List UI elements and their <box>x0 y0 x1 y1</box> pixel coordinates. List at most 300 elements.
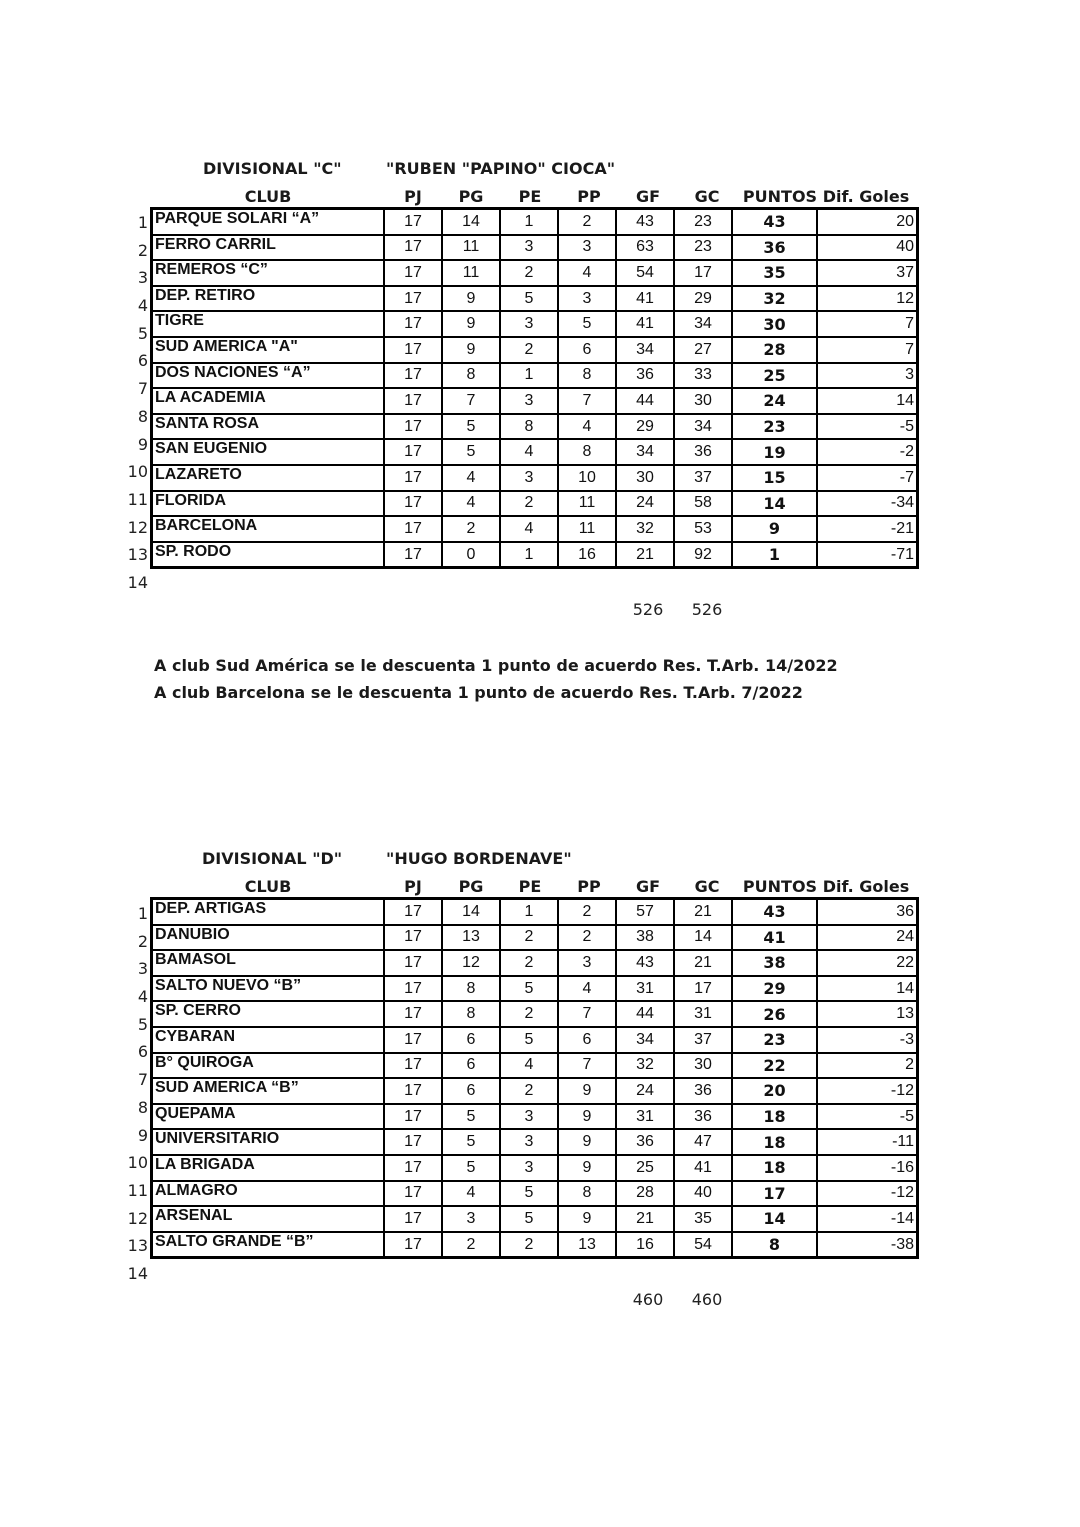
cell-puntos: 41 <box>732 925 817 951</box>
cell-pj: 17 <box>384 465 442 491</box>
cell-gf: 43 <box>616 950 674 976</box>
club-name: SUD AMERICA “B” <box>152 1078 385 1104</box>
cell-pe: 4 <box>500 1053 558 1079</box>
rank: 3 <box>137 268 148 288</box>
cell-gc: 37 <box>674 465 732 491</box>
cell-pp: 2 <box>558 925 616 951</box>
club-name: SUD AMERICA "A" <box>152 337 385 363</box>
cell-puntos: 29 <box>732 976 817 1002</box>
cell-dif-goles: -34 <box>817 491 918 517</box>
club-name: SANTA ROSA <box>152 414 385 440</box>
col-header-puntos: PUNTOS <box>742 877 818 896</box>
table-row <box>152 1053 918 1079</box>
table-row <box>152 491 918 517</box>
col-header-dif-goles: Dif. Goles <box>822 187 910 206</box>
division-c-ranks <box>118 206 148 594</box>
cell-pj: 17 <box>384 1181 442 1207</box>
col-header-puntos: PUNTOS <box>742 187 818 206</box>
cell-gc: 47 <box>674 1129 732 1155</box>
penalty-note-barcelona: A club Barcelona se le descuenta 1 punto de acuerdo Res. T.Arb. 7/2022 <box>154 683 803 702</box>
cell-pg: 7 <box>442 388 500 414</box>
cell-pe: 5 <box>500 1181 558 1207</box>
cell-pj: 17 <box>384 976 442 1002</box>
cell-gf: 63 <box>616 235 674 261</box>
cell-gc: 53 <box>674 516 732 542</box>
table-row <box>152 925 918 951</box>
cell-pj: 17 <box>384 337 442 363</box>
cell-gf: 29 <box>616 414 674 440</box>
cell-dif-goles: 14 <box>817 976 918 1002</box>
cell-pg: 8 <box>442 1001 500 1027</box>
col-header-club: CLUB <box>244 187 292 206</box>
cell-pg: 2 <box>442 516 500 542</box>
cell-pp: 8 <box>558 439 616 465</box>
cell-pp: 13 <box>558 1232 616 1258</box>
table-row <box>152 260 918 286</box>
cell-pe: 3 <box>500 235 558 261</box>
cell-gc: 92 <box>674 542 732 568</box>
col-header-club: CLUB <box>244 877 292 896</box>
cell-gc: 17 <box>674 976 732 1002</box>
cell-dif-goles: 24 <box>817 925 918 951</box>
col-header-pp: PP <box>577 187 601 206</box>
cell-pj: 17 <box>384 235 442 261</box>
cell-pg: 3 <box>442 1206 500 1232</box>
rank: 4 <box>137 987 148 1007</box>
cell-pe: 3 <box>500 388 558 414</box>
rank: 8 <box>137 406 148 426</box>
club-name: SAN EUGENIO <box>152 439 385 465</box>
cell-pg: 8 <box>442 363 500 389</box>
club-name: PARQUE SOLARI “A” <box>152 209 385 235</box>
cell-pp: 6 <box>558 1027 616 1053</box>
col-header-pp: PP <box>577 877 601 896</box>
cell-pg: 2 <box>442 1232 500 1258</box>
cell-pj: 17 <box>384 1078 442 1104</box>
cell-pp: 7 <box>558 1001 616 1027</box>
rank: 13 <box>127 545 148 565</box>
cell-dif-goles: -2 <box>817 439 918 465</box>
cell-puntos: 18 <box>732 1129 817 1155</box>
cell-puntos: 32 <box>732 286 817 312</box>
rank: 4 <box>137 296 148 316</box>
cell-pe: 1 <box>500 542 558 568</box>
cell-gc: 33 <box>674 363 732 389</box>
cell-gc: 31 <box>674 1001 732 1027</box>
cell-pj: 17 <box>384 516 442 542</box>
club-name: DOS NACIONES “A” <box>152 363 385 389</box>
cell-gc: 36 <box>674 439 732 465</box>
club-name: B° QUIROGA <box>152 1053 385 1079</box>
cell-gc: 29 <box>674 286 732 312</box>
cell-dif-goles: 12 <box>817 286 918 312</box>
cell-dif-goles: -38 <box>817 1232 918 1258</box>
rank: 8 <box>137 1097 148 1117</box>
cell-gf: 31 <box>616 976 674 1002</box>
cell-pj: 17 <box>384 363 442 389</box>
cell-pg: 6 <box>442 1078 500 1104</box>
rank: 10 <box>127 462 148 482</box>
cell-pp: 8 <box>558 363 616 389</box>
cell-pj: 17 <box>384 491 442 517</box>
total-gc: 526 <box>691 600 723 619</box>
cell-pp: 3 <box>558 950 616 976</box>
cell-pp: 16 <box>558 542 616 568</box>
cell-dif-goles: 3 <box>817 363 918 389</box>
cell-dif-goles: 7 <box>817 311 918 337</box>
cell-pe: 5 <box>500 1206 558 1232</box>
cell-dif-goles: -5 <box>817 414 918 440</box>
cell-dif-goles: 40 <box>817 235 918 261</box>
cell-pj: 17 <box>384 414 442 440</box>
cell-pj: 17 <box>384 1206 442 1232</box>
cell-pg: 11 <box>442 235 500 261</box>
cell-pg: 4 <box>442 1181 500 1207</box>
cell-gf: 32 <box>616 1053 674 1079</box>
cell-puntos: 17 <box>732 1181 817 1207</box>
cell-pp: 3 <box>558 286 616 312</box>
division-c-table <box>150 207 919 569</box>
cell-pp: 2 <box>558 899 616 925</box>
cell-pj: 17 <box>384 899 442 925</box>
table-row <box>152 465 918 491</box>
cell-puntos: 30 <box>732 311 817 337</box>
cell-pj: 17 <box>384 209 442 235</box>
cell-gf: 57 <box>616 899 674 925</box>
cell-pe: 4 <box>500 439 558 465</box>
cell-pj: 17 <box>384 1027 442 1053</box>
cell-dif-goles: 7 <box>817 337 918 363</box>
cell-pe: 1 <box>500 899 558 925</box>
cell-gc: 21 <box>674 950 732 976</box>
cell-gf: 34 <box>616 337 674 363</box>
division-d-table <box>150 897 919 1259</box>
table-row <box>152 1129 918 1155</box>
cell-pj: 17 <box>384 925 442 951</box>
cell-gc: 30 <box>674 1053 732 1079</box>
cell-pe: 2 <box>500 1232 558 1258</box>
cell-pe: 8 <box>500 414 558 440</box>
cell-dif-goles: -11 <box>817 1129 918 1155</box>
cell-pg: 6 <box>442 1053 500 1079</box>
col-header-pg: PG <box>458 877 484 896</box>
cell-dif-goles: -21 <box>817 516 918 542</box>
cell-pe: 3 <box>500 311 558 337</box>
rank: 12 <box>127 1208 148 1228</box>
table-row <box>152 414 918 440</box>
rank: 5 <box>137 323 148 343</box>
cell-pg: 13 <box>442 925 500 951</box>
cell-dif-goles: -16 <box>817 1155 918 1181</box>
cell-pg: 11 <box>442 260 500 286</box>
cell-pe: 1 <box>500 363 558 389</box>
cell-puntos: 43 <box>732 899 817 925</box>
cell-puntos: 1 <box>732 542 817 568</box>
rank: 6 <box>137 351 148 371</box>
cell-pp: 8 <box>558 1181 616 1207</box>
cell-pj: 17 <box>384 1104 442 1130</box>
cell-pg: 14 <box>442 899 500 925</box>
club-name: SP. RODO <box>152 542 385 568</box>
cell-dif-goles: 2 <box>817 1053 918 1079</box>
table-row <box>152 388 918 414</box>
cell-gc: 36 <box>674 1078 732 1104</box>
table-row <box>152 1232 918 1258</box>
cell-pj: 17 <box>384 311 442 337</box>
cell-pg: 5 <box>442 1104 500 1130</box>
cell-puntos: 26 <box>732 1001 817 1027</box>
table-row <box>152 516 918 542</box>
cell-pe: 3 <box>500 465 558 491</box>
club-name: REMEROS “C” <box>152 260 385 286</box>
division-d-title: DIVISIONAL "D" <box>202 849 343 868</box>
club-name: FLORIDA <box>152 491 385 517</box>
cell-pe: 2 <box>500 491 558 517</box>
cell-pp: 7 <box>558 388 616 414</box>
cell-pp: 3 <box>558 235 616 261</box>
cell-pe: 3 <box>500 1129 558 1155</box>
cell-pp: 9 <box>558 1155 616 1181</box>
club-name: DEP. ARTIGAS <box>152 899 385 925</box>
cell-gf: 41 <box>616 286 674 312</box>
rank: 9 <box>137 434 148 454</box>
table-row <box>152 950 918 976</box>
cell-pj: 17 <box>384 1129 442 1155</box>
cell-pg: 0 <box>442 542 500 568</box>
cell-puntos: 43 <box>732 209 817 235</box>
club-name: LA BRIGADA <box>152 1155 385 1181</box>
rank: 14 <box>127 1263 148 1283</box>
col-header-dif-goles: Dif. Goles <box>822 877 910 896</box>
col-header-gc: GC <box>694 877 720 896</box>
cell-dif-goles: 36 <box>817 899 918 925</box>
cell-gf: 38 <box>616 925 674 951</box>
cell-puntos: 18 <box>732 1104 817 1130</box>
club-name: DEP. RETIRO <box>152 286 385 312</box>
cell-gc: 27 <box>674 337 732 363</box>
col-header-pg: PG <box>458 187 484 206</box>
cell-pp: 5 <box>558 311 616 337</box>
cell-pg: 9 <box>442 311 500 337</box>
cell-pe: 5 <box>500 1027 558 1053</box>
table-row <box>152 235 918 261</box>
cell-pe: 2 <box>500 1078 558 1104</box>
cell-puntos: 23 <box>732 1027 817 1053</box>
cell-pp: 2 <box>558 209 616 235</box>
club-name: LAZARETO <box>152 465 385 491</box>
cell-gc: 41 <box>674 1155 732 1181</box>
cell-pp: 9 <box>558 1104 616 1130</box>
cell-gf: 36 <box>616 1129 674 1155</box>
cell-dif-goles: -14 <box>817 1206 918 1232</box>
cell-dif-goles: -12 <box>817 1078 918 1104</box>
cell-dif-goles: 20 <box>817 209 918 235</box>
cell-gc: 21 <box>674 899 732 925</box>
table-row <box>152 1155 918 1181</box>
cell-puntos: 25 <box>732 363 817 389</box>
cell-puntos: 20 <box>732 1078 817 1104</box>
penalty-note-sud-america: A club Sud América se le descuenta 1 punto de acuerdo Res. T.Arb. 14/2022 <box>154 656 838 675</box>
club-name: ARSENAL <box>152 1206 385 1232</box>
col-header-pe: PE <box>518 187 542 206</box>
cell-gf: 16 <box>616 1232 674 1258</box>
cell-pg: 5 <box>442 414 500 440</box>
cell-puntos: 15 <box>732 465 817 491</box>
cell-pg: 6 <box>442 1027 500 1053</box>
club-name: SALTO GRANDE “B” <box>152 1232 385 1258</box>
cell-pg: 8 <box>442 976 500 1002</box>
rank: 14 <box>127 572 148 592</box>
cell-gf: 34 <box>616 439 674 465</box>
cell-gc: 34 <box>674 311 732 337</box>
cell-gf: 43 <box>616 209 674 235</box>
cell-pp: 11 <box>558 491 616 517</box>
cell-pe: 2 <box>500 260 558 286</box>
table-row <box>152 542 918 568</box>
table-row <box>152 439 918 465</box>
cell-puntos: 19 <box>732 439 817 465</box>
col-header-gf: GF <box>635 877 661 896</box>
rank: 7 <box>137 379 148 399</box>
rank: 2 <box>137 931 148 951</box>
cell-pe: 1 <box>500 209 558 235</box>
cell-puntos: 14 <box>732 1206 817 1232</box>
rank: 7 <box>137 1070 148 1090</box>
col-header-pj: PJ <box>404 187 422 206</box>
table-row <box>152 337 918 363</box>
division-d-ranks <box>118 897 148 1285</box>
cell-gc: 23 <box>674 209 732 235</box>
table-row <box>152 899 918 925</box>
cell-dif-goles: -3 <box>817 1027 918 1053</box>
table-row <box>152 286 918 312</box>
club-name: CYBARAN <box>152 1027 385 1053</box>
club-name: DANUBIO <box>152 925 385 951</box>
cell-gf: 54 <box>616 260 674 286</box>
col-header-gf: GF <box>635 187 661 206</box>
rank: 9 <box>137 1125 148 1145</box>
cell-gf: 44 <box>616 1001 674 1027</box>
cell-pe: 2 <box>500 1001 558 1027</box>
rank: 10 <box>127 1153 148 1173</box>
cell-gc: 35 <box>674 1206 732 1232</box>
col-header-gc: GC <box>694 187 720 206</box>
cell-gf: 32 <box>616 516 674 542</box>
cell-pj: 17 <box>384 950 442 976</box>
table-row <box>152 1001 918 1027</box>
cell-puntos: 8 <box>732 1232 817 1258</box>
cell-gc: 17 <box>674 260 732 286</box>
table-row <box>152 1181 918 1207</box>
cell-gf: 21 <box>616 542 674 568</box>
rank: 11 <box>127 1180 148 1200</box>
cell-gc: 14 <box>674 925 732 951</box>
rank: 5 <box>137 1014 148 1034</box>
table-row <box>152 1104 918 1130</box>
rank: 6 <box>137 1042 148 1062</box>
rank: 1 <box>137 904 148 923</box>
cell-puntos: 9 <box>732 516 817 542</box>
cell-pj: 17 <box>384 388 442 414</box>
club-name: TIGRE <box>152 311 385 337</box>
cell-gf: 24 <box>616 491 674 517</box>
club-name: ALMAGRO <box>152 1181 385 1207</box>
table-row <box>152 311 918 337</box>
cell-pe: 5 <box>500 976 558 1002</box>
rank: 3 <box>137 959 148 979</box>
club-name: FERRO CARRIL <box>152 235 385 261</box>
club-name: UNIVERSITARIO <box>152 1129 385 1155</box>
cell-pj: 17 <box>384 1232 442 1258</box>
cell-pj: 17 <box>384 1053 442 1079</box>
table-row <box>152 1027 918 1053</box>
cell-pj: 17 <box>384 542 442 568</box>
rank: 11 <box>127 489 148 509</box>
cell-pp: 4 <box>558 414 616 440</box>
cell-pg: 4 <box>442 465 500 491</box>
cell-pp: 4 <box>558 260 616 286</box>
cell-dif-goles: 22 <box>817 950 918 976</box>
cell-pg: 9 <box>442 337 500 363</box>
total-gf: 460 <box>632 1290 664 1309</box>
cell-dif-goles: 14 <box>817 388 918 414</box>
cell-gc: 54 <box>674 1232 732 1258</box>
cell-puntos: 28 <box>732 337 817 363</box>
cell-pg: 5 <box>442 1129 500 1155</box>
cell-pj: 17 <box>384 260 442 286</box>
cell-puntos: 22 <box>732 1053 817 1079</box>
cell-pp: 9 <box>558 1078 616 1104</box>
cell-pg: 5 <box>442 439 500 465</box>
cell-puntos: 24 <box>732 388 817 414</box>
club-name: SP. CERRO <box>152 1001 385 1027</box>
total-gc: 460 <box>691 1290 723 1309</box>
cell-pe: 2 <box>500 950 558 976</box>
cell-dif-goles: -5 <box>817 1104 918 1130</box>
cell-gc: 36 <box>674 1104 732 1130</box>
cell-pe: 3 <box>500 1155 558 1181</box>
col-header-pe: PE <box>518 877 542 896</box>
col-header-pj: PJ <box>404 877 422 896</box>
cell-dif-goles: -12 <box>817 1181 918 1207</box>
cell-puntos: 23 <box>732 414 817 440</box>
cell-pe: 2 <box>500 925 558 951</box>
cell-pp: 7 <box>558 1053 616 1079</box>
cell-pj: 17 <box>384 1001 442 1027</box>
cell-gf: 36 <box>616 363 674 389</box>
cell-pp: 9 <box>558 1129 616 1155</box>
cell-pp: 9 <box>558 1206 616 1232</box>
table-row <box>152 209 918 235</box>
rank: 2 <box>137 240 148 260</box>
cell-dif-goles: 13 <box>817 1001 918 1027</box>
rank: 1 <box>137 213 148 232</box>
cell-pg: 9 <box>442 286 500 312</box>
cell-puntos: 14 <box>732 491 817 517</box>
cell-gf: 30 <box>616 465 674 491</box>
division-d-subtitle: "HUGO BORDENAVE" <box>386 849 572 868</box>
cell-pe: 4 <box>500 516 558 542</box>
cell-gf: 44 <box>616 388 674 414</box>
cell-gc: 23 <box>674 235 732 261</box>
cell-pj: 17 <box>384 439 442 465</box>
cell-pg: 12 <box>442 950 500 976</box>
cell-pp: 6 <box>558 337 616 363</box>
cell-gc: 37 <box>674 1027 732 1053</box>
cell-pg: 14 <box>442 209 500 235</box>
cell-puntos: 35 <box>732 260 817 286</box>
cell-dif-goles: -71 <box>817 542 918 568</box>
